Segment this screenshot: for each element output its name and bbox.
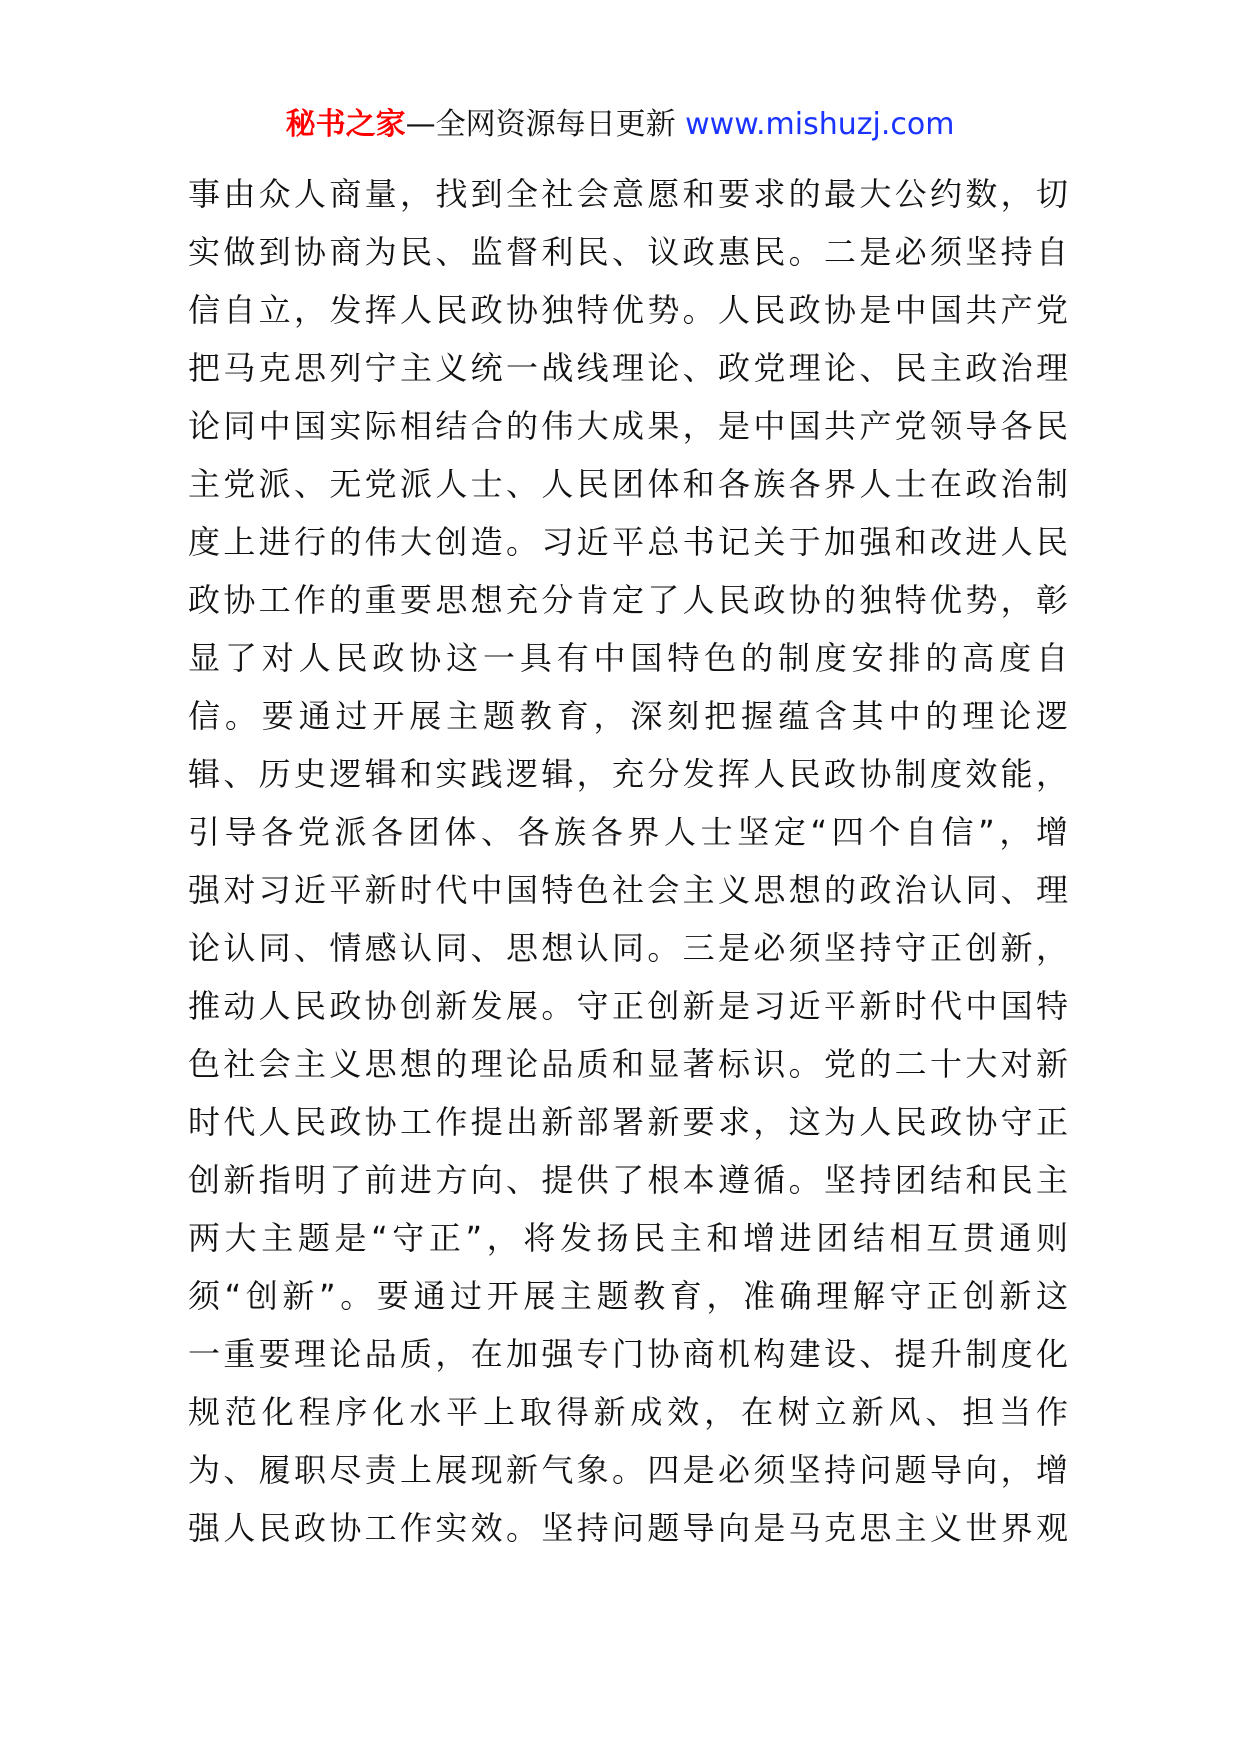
site-brand: 秘书之家 — [285, 107, 406, 142]
body-line: 两大主题是“守正”，将发扬民主和增进团结相互贯通则 — [188, 1219, 1068, 1257]
body-line: 时代人民政协工作提出新部署新要求，这为人民政协守正 — [188, 1103, 1068, 1141]
body-line: 引导各党派各团体、各族各界人士坚定“四个自信”，增 — [188, 813, 1068, 851]
site-url-link[interactable]: www.mishuzj.com — [685, 107, 955, 142]
document-body — [188, 165, 1068, 1557]
body-line: 须“创新”。要通过开展主题教育，准确理解守正创新这 — [188, 1277, 1068, 1315]
body-line: 色社会主义思想的理论品质和显著标识。党的二十大对新 — [188, 1045, 1068, 1083]
body-line: 为、履职尽责上展现新气象。四是必须坚持问题导向，增 — [188, 1451, 1068, 1489]
body-line: 信。要通过开展主题教育，深刻把握蕴含其中的理论逻 — [188, 697, 1068, 735]
body-line: 事由众人商量，找到全社会意愿和要求的最大公约数，切 — [188, 175, 1068, 213]
body-line: 创新指明了前进方向、提供了根本遵循。坚持团结和民主 — [188, 1161, 1068, 1199]
site-tagline: —全网资源每日更新 — [405, 107, 686, 142]
body-line: 强对习近平新时代中国特色社会主义思想的政治认同、理 — [188, 871, 1068, 909]
body-line: 规范化程序化水平上取得新成效，在树立新风、担当作 — [188, 1393, 1068, 1431]
body-line: 一重要理论品质，在加强专门协商机构建设、提升制度化 — [188, 1335, 1068, 1373]
body-line: 度上进行的伟大创造。习近平总书记关于加强和改进人民 — [188, 523, 1068, 561]
body-line: 实做到协商为民、监督利民、议政惠民。二是必须坚持自 — [188, 233, 1068, 271]
body-line: 论认同、情感认同、思想认同。三是必须坚持守正创新， — [188, 929, 1068, 967]
page-header — [0, 100, 1240, 150]
body-line: 辑、历史逻辑和实践逻辑，充分发挥人民政协制度效能， — [188, 755, 1068, 793]
body-line: 强人民政协工作实效。坚持问题导向是马克思主义世界观 — [188, 1509, 1068, 1547]
body-line: 主党派、无党派人士、人民团体和各族各界人士在政治制 — [188, 465, 1068, 503]
body-line: 推动人民政协创新发展。守正创新是习近平新时代中国特 — [188, 987, 1068, 1025]
body-line: 把马克思列宁主义统一战线理论、政党理论、民主政治理 — [188, 349, 1068, 387]
body-line: 政协工作的重要思想充分肯定了人民政协的独特优势，彰 — [188, 581, 1068, 619]
body-line: 显了对人民政协这一具有中国特色的制度安排的高度自 — [188, 639, 1068, 677]
body-line: 信自立，发挥人民政协独特优势。人民政协是中国共产党 — [188, 291, 1068, 329]
body-line: 论同中国实际相结合的伟大成果，是中国共产党领导各民 — [188, 407, 1068, 445]
